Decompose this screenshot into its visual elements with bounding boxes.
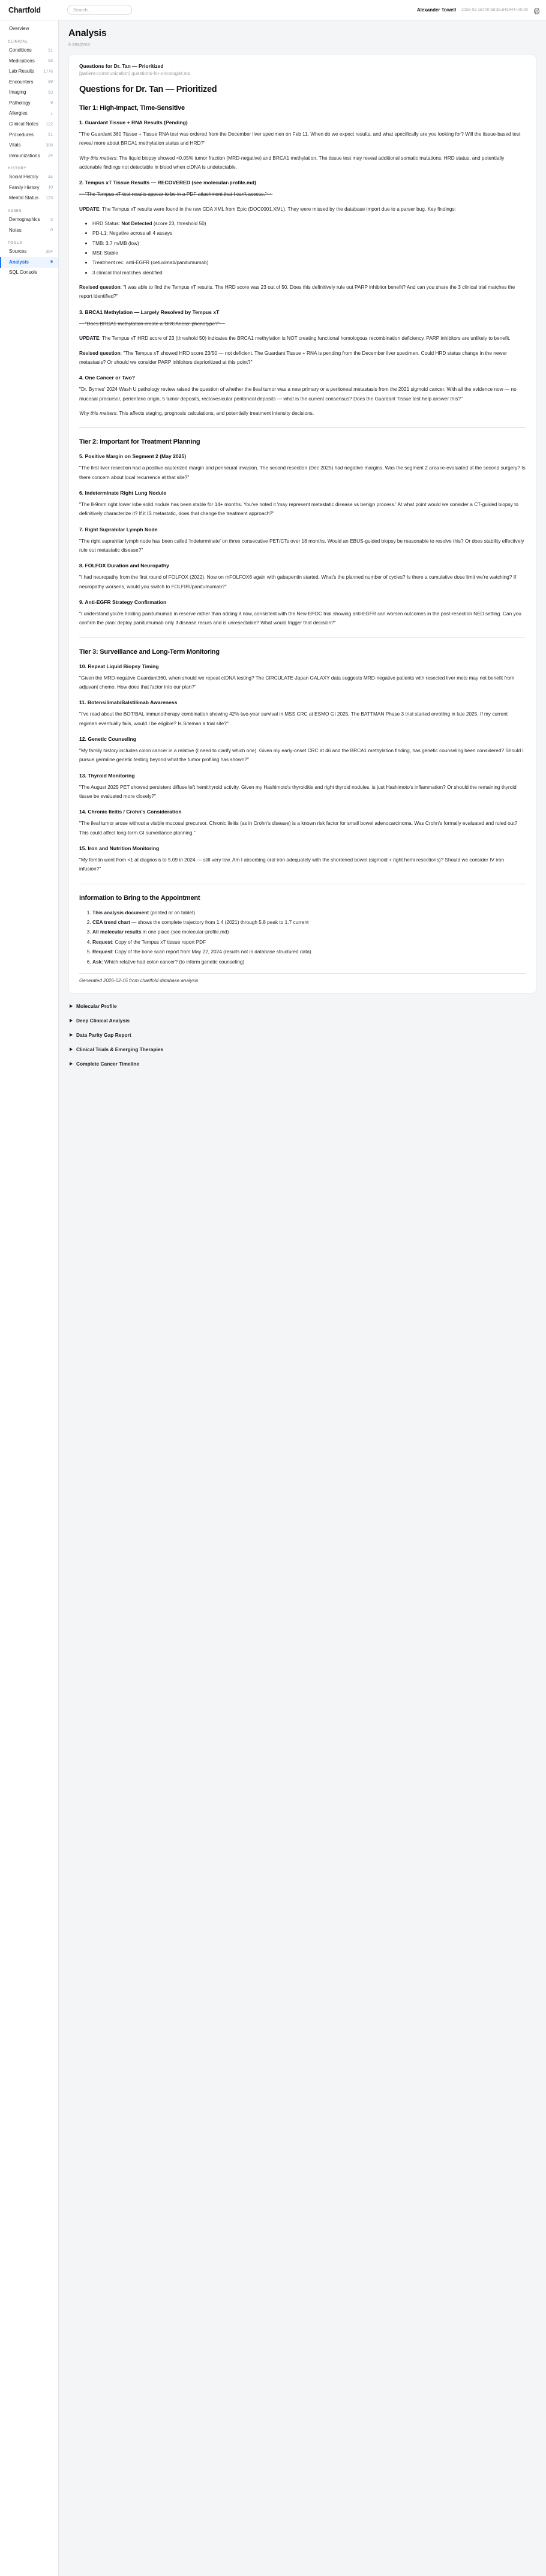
sidebar-item-count: 384 [46,249,53,254]
list-item [92,928,526,937]
question-3-heading: 3. BRCA1 Methylation — Largely Resolved by Tempus xT [79,309,220,315]
sidebar-item-label: Clinical Notes [9,121,38,127]
question-6-heading: 6. Indeterminate Right Lung Nodule [79,489,167,496]
question-11-heading: 11. Botensilimab/Balstilimab Awareness [79,699,178,706]
sidebar-item-medications[interactable] [0,56,58,67]
question-3-revised [79,349,526,367]
list-item-rest: : Copy of the bone scan report from May 22, 2024 (results not in database structured data) [112,949,311,955]
sidebar-item-encounters[interactable] [0,77,58,88]
question-8-quote: "I had neuropathy from the first round of FOLFOX (2022). Now on mFOLFOX6 again with gabapentin started. What's the planned number of cycles? Is there a cumulative dose limit we're watching? If neuropathy worsens, would you switch to FOLFIRI/panitumumab?" [79,574,517,590]
sidebar-item-notes[interactable] [0,225,58,236]
question-9-heading: 9. Anti-EGFR Strategy Confirmation [79,599,167,605]
question-8-heading: 8. FOLFOX Duration and Neuropathy [79,563,169,569]
document-title: Questions for Dr. Tan — Prioritized [79,85,217,94]
printer-icon[interactable] [533,7,540,13]
question-4-heading: 4. One Cancer or Two? [79,375,135,381]
collapsed-section-label: Deep Clinical Analysis [76,1017,130,1024]
sidebar-item-count: 24 [48,154,53,158]
sidebar-item-count: 53 [48,90,53,95]
collapsed-section-data-parity-gap-report[interactable] [68,1028,536,1042]
footer-divider [79,973,526,974]
main-content [59,20,546,2576]
question-2-findings-list [79,219,526,277]
sidebar-item-label: Allergies [9,110,28,116]
sidebar-item-count: 93 [48,59,53,64]
sidebar-item-count: 51 [48,48,53,53]
list-item-strong: CEA trend chart [92,919,130,926]
question-15-heading: 15. Iron and Nutrition Monitoring [79,845,160,852]
collapsed-section-label: Molecular Profile [76,1003,117,1009]
top-bar-right [417,7,540,13]
why-label: Why this matters [79,154,116,161]
question-7-heading: 7. Right Suprahilar Lymph Node [79,526,158,532]
sidebar-item-analysis[interactable] [0,257,58,268]
sidebar-item-label: Overview [9,26,29,32]
sidebar-item-count: 99 [48,80,53,85]
sidebar-item-label: Family History [9,184,40,190]
why-text: : This affects staging, prognosis calculations, and potentially treatment intensity decisions. [116,409,314,416]
collapsed-section-complete-cancer-timeline[interactable] [68,1057,536,1071]
why-text: : The liquid biopsy showed <0.05% tumor fraction (MRD-negative) and BRCA1 methylation. The tissue test may reveal additional somatic mutations, HRD status, and potentially actionable findings not detectable in blood when ctDNA is undetectable. [79,154,505,170]
list-item-rest: in one place (see molecular-profile.md) [141,929,229,935]
why-label: Why this matters [79,409,116,416]
page-title: Analysis [68,28,107,38]
question-7-quote: "The right suprahilar lymph node has been called 'indeterminate' on three consecutive PET/CTs over 18 months. Would an EBUS-guided biopsy be reasonable to resolve this? Or does stability effectively rule out metastatic disease?" [79,537,524,553]
analysis-card [68,55,536,994]
search-input-wrapper[interactable] [67,5,132,15]
sidebar-item-procedures[interactable] [0,130,58,140]
collapsed-section-label: Clinical Trials & Emerging Therapies [76,1046,164,1052]
sidebar-item-label: Analysis [9,259,29,265]
sidebar-item-lab-results[interactable] [0,67,58,77]
sidebar-item-sql-console[interactable] [0,268,58,279]
sidebar-item-label: Vitals [9,142,21,148]
sidebar [0,20,59,2576]
question-2-heading: 2. Tempus xT Tissue Results — RECOVERED (see molecular-profile.md) [79,179,256,186]
sidebar-section-admin: ADMIN [8,209,22,213]
chevron-right-icon [70,1033,73,1037]
app-brand: Chartfold [8,5,41,14]
question-12-heading: 12. Genetic Counseling [79,736,137,743]
sidebar-section-tools: TOOLS [8,241,23,245]
chevron-right-icon [70,1048,73,1051]
question-1-quote: "The Guardant 360 Tissue + Tissue RNA test was ordered from the December liver specimen on Feb 11. When do we expect results, and what specifically are you looking for? Will the tissue-based test reveal more about BRCA1 methylation status and HRD?" [79,131,521,146]
question-1-why [79,154,526,172]
question-4-why [79,409,526,418]
sidebar-item-label: Notes [9,227,22,233]
list-item-strong: This analysis document [92,909,149,915]
question-11-quote: "I've read about the BOT/BAL immunotherapy combination showing 42% two-year survival in MSS CRC at ESMO GI 2025. The BATTMAN Phase 3 trial started enrolling in late 2025. If my current regimen eventually fails, would I be eligible? Is Siteman a trial site?" [79,711,508,726]
sidebar-item-label: Pathology [9,100,31,106]
sidebar-section-clinical: CLINICAL [8,40,28,44]
sidebar-item-sources[interactable] [0,247,58,258]
question-6-quote: "The 8-9mm right lower lobe solid nodule has been stable for 14+ months. You've noted it 'may represent metastatic disease vs benign process.' At what point would we consider a CT-guided biopsy to definitively characterize it? If it IS metastatic, does that change the treatment approach?" [79,501,519,517]
tier-3-heading: Tier 3: Surveillance and Long-Term Monitoring [79,648,220,656]
session-timestamp: 2026-02-16T00:38:38.643944+00:00 [461,8,528,12]
list-item: • HRD Status: Not Detected (score 23, threshold 50) [92,219,526,228]
question-2-struck: ~~"The Tempus xT test results appear to be in a PDF attachment that I can't access."~~ [79,191,273,198]
search-input[interactable] [72,7,127,13]
question-13-quote: "The August 2025 PET showed persistent diffuse left hemithyroid activity. Given my Hashimoto's thyroiditis and right thyroid nodules, is just Hashimoto's inflammation? Or should the remaining thyroid tissue be evaluated more closely?" [79,783,517,800]
revised-text: : "The Tempus xT showed HRD score 23/50 — not deficient. The Guardant Tissue + RNA is pending from the December liver specimen. Could HRD status change in the newer metastasis? Or should we consider PARP inhibitors deprioritized at this point?" [79,349,507,365]
sidebar-item-count: 1776 [43,69,53,74]
update-label: UPDATE [79,205,100,212]
sidebar-item-allergies[interactable] [0,109,58,119]
analysis-card-title: Questions for Dr. Tan — Prioritized [79,63,164,69]
sidebar-item-label: Demographics [9,217,40,223]
sidebar-item-count: 123 [46,196,53,201]
tier-1-heading: Tier 1: High-Impact, Time-Sensitive [79,104,185,112]
analysis-card-meta: [patient-communication] questions-for-oncologist.md [79,71,191,76]
question-10-quote: "Given the MRD-negative Guardant360, when should we repeat ctDNA testing? The CIRCULATE-Japan GALAXY data suggests MRD-negative patients with resected liver mets may not benefit from adjuvant chemo. How does that factor into our plan?" [79,674,515,690]
update-label: UPDATE [79,335,100,342]
list-item-rest: — shows the complete trajectory from 1.4 (2021) through 5.8 peak to 1.7 current [130,919,309,926]
collapsed-section-label: Complete Cancer Timeline [76,1060,140,1067]
sidebar-item-count: 6 [50,260,53,265]
bring-to-appointment-heading: Information to Bring to the Appointment [79,894,200,902]
sidebar-item-count: 306 [46,143,53,148]
list-item [92,918,526,927]
list-item-strong: All molecular results [92,929,142,935]
sidebar-item-demographics[interactable] [0,215,58,226]
sidebar-item-label: SQL Console [9,270,38,276]
sidebar-item-label: Sources [9,249,27,255]
list-item: • PD-L1: Negative across all 4 assays [92,229,526,238]
collapsed-sections [68,999,536,1107]
list-item-rest: : Which relative had colon cancer? (to inform genetic counseling) [101,958,245,965]
sidebar-item-label: Medications [9,58,35,64]
update-text: : The Tempus xT HRD score of 23 (threshold 50) indicates the BRCA1 methylation is NOT creating functional homologous recombination deficiency. PARP inhibitors are unlikely to benefit. [99,335,511,342]
sidebar-item-count: 0 [50,228,53,233]
section-divider [79,427,526,428]
list-item-strong: Request [92,949,112,955]
list-item: • TMB: 3.7 m/MB (low) [92,239,526,248]
question-4-quote: "Dr. Byrnes' 2024 Wash U pathology review raised the question of whether the ileal tumor was a new primary or a peritoneal metastasis from the 2021 sigmoid cancer. With all the evidence now — no mucosal precursor, perienteric origin, 5 tumor deposits, rectovesicular peritoneal deposits — what is the current consensus? Does the Guardant Tissue test help answer this?" [79,386,517,402]
chevron-right-icon [70,1019,73,1022]
question-1-heading: 1. Guardant Tissue + RNA Results (Pending) [79,119,188,125]
sidebar-item-count: 122 [46,122,53,127]
sidebar-item-pathology[interactable] [0,98,58,109]
sidebar-item-mental-status[interactable] [0,193,58,204]
sidebar-item-count: 10 [48,186,53,190]
sidebar-item-label: Encounters [9,79,34,85]
question-12-quote: "My family history includes colon cancer in a relative (I need to clarify which one). Given my early-onset CRC at 46 and the BRCA1 methylation finding, has genetic counseling been considered? Should I pursue germline genetic testing beyond what the tumor profiling has shown?" [79,747,524,763]
sidebar-item-count: 44 [48,175,53,179]
sidebar-item-label: Conditions [9,47,32,53]
update-text: : The Tempus xT results were found in the raw CDA XML from Epic (DOC0001.XML). They were missed by the database import due to a parser bug. Key findings: [99,205,456,212]
list-item-rest: : Copy of the Tempus xT tissue report PDF [112,938,206,945]
chevron-right-icon [70,1062,73,1066]
list-item: • MSI: Stable [92,249,526,258]
list-item [92,938,526,947]
list-item [92,908,526,917]
tier-2-heading: Tier 2: Important for Treatment Planning [79,438,200,446]
question-14-quote: "The ileal tumor arose without a visible mucosal precursor. Chronic ileitis (as in Crohn's disease) is a known risk factor for small bowel adenocarcinoma. Was Crohn's formally evaluated and ruled out? This could affect long-term GI surveillance planning." [79,820,518,836]
collapsed-section-label: Data Parity Gap Report [76,1031,131,1038]
question-3-update [79,334,526,343]
sidebar-item-overview[interactable] [0,24,58,35]
sidebar-item-label: Social History [9,174,38,180]
sidebar-item-label: Mental Status [9,195,38,201]
sidebar-item-label: Immunizations [9,152,40,158]
list-item-rest: (printed or on tablet) [149,909,196,915]
user-name: Alexander Towell [416,7,457,13]
sidebar-item-label: Procedures [9,131,34,137]
list-item-strong: Request [92,938,112,945]
question-5-heading: 5. Positive Margin on Segment 2 (May 2025) [79,453,187,460]
collapsed-section-molecular-profile[interactable] [68,999,536,1013]
analysis-count: 6 analyses [68,41,90,47]
top-bar [0,0,546,20]
sidebar-item-imaging[interactable] [0,88,58,98]
question-9-quote: "I understand you're holding panitumumab in reserve rather than adding it now, consistent with the New EPOC trial showing anti-EGFR can worsen outcomes in the post-resection NED setting. Can you confirm the plan: deploy panitumumab only if disease recurs and is unresectable? What would trigger that decision?" [79,610,521,626]
sidebar-item-vitals[interactable] [0,140,58,151]
sidebar-item-social-history[interactable] [0,172,58,183]
question-10-heading: 10. Repeat Liquid Biopsy Timing [79,663,159,669]
sidebar-item-count: 1 [50,111,53,116]
revised-label: Revised question [79,349,121,356]
app-shell [0,20,546,2576]
sidebar-item-count: 9 [50,101,53,106]
list-item [92,958,526,967]
sidebar-item-count: 3 [50,217,53,222]
list-item [92,947,526,956]
revised-label: Revised question [79,284,121,291]
list-item: • 3 clinical trial matches identified [92,268,526,277]
sidebar-item-label: Imaging [9,89,26,95]
question-13-heading: 13. Thyroid Monitoring [79,772,135,779]
list-item-strong: Ask [92,958,102,965]
sidebar-item-label: Lab Results [9,68,35,74]
bring-to-appointment-list [79,908,526,967]
list-item: • Treatment rec: anti-EGFR (cetuximab/panitumumab) [92,258,526,267]
sidebar-item-count: 51 [48,133,53,137]
question-14-heading: 14. Chronic Ileitis / Crohn's Consideration [79,809,182,815]
collapsed-section-deep-clinical-analysis[interactable] [68,1013,536,1028]
collapsed-section-clinical-trials[interactable] [68,1042,536,1057]
question-2-update [79,205,526,214]
question-2-revised [79,283,526,301]
sidebar-item-family-history[interactable] [0,183,58,194]
question-5-quote: "The first liver resection had a positive cauterized margin and perineural invasion. The second resection (Dec 2025) had negative margins. Was the segment 2 area re-evaluated at the second surgery? Is there concern about local recurrence at that site?" [79,465,526,480]
generated-footer: Generated 2026-02-15 from chartfold database analysis [79,977,199,983]
sidebar-item-immunizations[interactable] [0,151,58,161]
sidebar-item-clinical-notes[interactable] [0,119,58,130]
revised-text: : "I was able to find the Tempus xT results. The HRD score was 23 out of 50. Does this definitively rule out PARP inhibitor benefit? And can you share the 3 clinical trial matches the report identified?" [79,284,515,300]
question-15-quote: "My ferritin went from <1 at diagnosis to 5.09 in 2024 — still very low. Am I absorbing oral iron adequately with the shortened bowel (sigmoid + right hemi resections)? Should we consider IV iron infusion?" [79,857,505,872]
sidebar-section-history: HISTORY [8,166,27,170]
question-3-struck: ~~"Does BRCA1 methylation create a 'BRCAness' phenotype?"~~ [79,320,226,327]
sidebar-item-conditions[interactable] [0,46,58,56]
chevron-right-icon [70,1004,73,1008]
